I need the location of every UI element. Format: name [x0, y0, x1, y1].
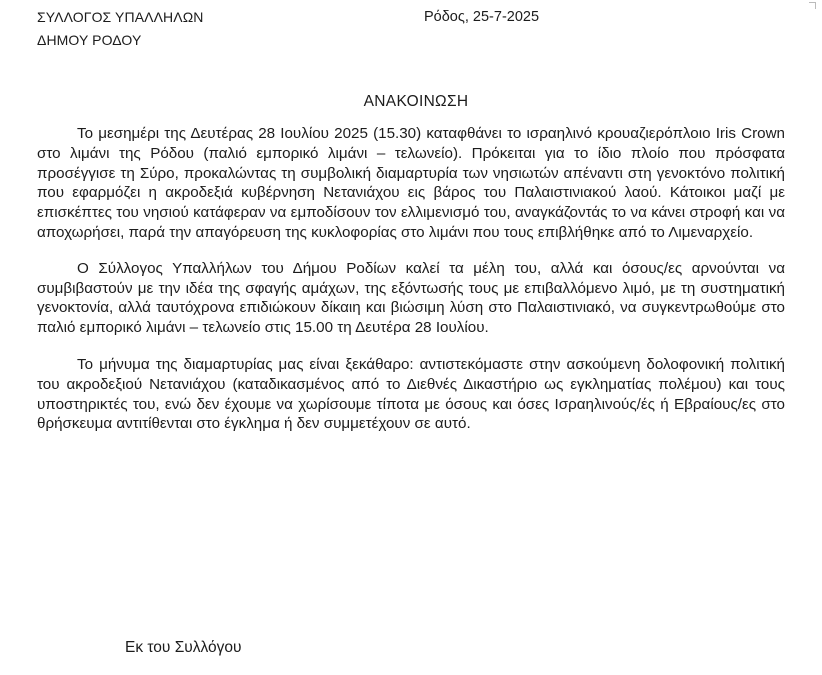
page-corner-mark: [809, 2, 816, 9]
body-paragraph-3: Το μήνυμα της διαμαρτυρίας μας είναι ξεκάθαρο: αντιστεκόμαστε στην ασκούμενη δολοφονική πολιτική του ακροδεξιού Νετανιάχου (καταδικασμένος από το Διεθνές Δικαστήριο ως εγκληματίας πολέμου) και τους υποστηρικτές του, ενώ δεν έχουμε να χωρίσουμε τίποτα με όσους και όσες Ισραηλινούς/ές ή Εβραίους/ες στο θρήσκευμα αντιτίθενται στο έγκλημα ή δεν συμμετέχουν σε αυτό.: [37, 355, 785, 433]
announcement-body: [37, 124, 785, 450]
signature-line: Εκ του Συλλόγου: [125, 639, 242, 656]
body-paragraph-2: Ο Σύλλογος Υπαλλήλων του Δήμου Ροδίων καλεί τα μέλη του, αλλά και όσους/ες αρνούνται να συμβιβαστούν με την ιδέα της σφαγής αμάχων, της εξόντωσής τους με επιβαλλόμενο λιμό, με τη συστηματική γενοκτονία, αλλά ταυτόχρονα επιδιώκουν δίκαιη και βιώσιμη λύση στο Παλαιστινιακό, να συγκεντρωθούμε στο παλιό εμπορικό λιμάνι – τελωνείο στις 15.00 τη Δευτέρα 28 Ιουλίου.: [37, 259, 785, 337]
organization-name-line1: ΣΥΛΛΟΓΟΣ ΥΠΑΛΛΗΛΩΝ: [37, 9, 204, 25]
document-title-text: ΑΝΑΚΟΙΝΩΣΗ: [363, 93, 469, 110]
body-paragraph-1: Το μεσημέρι της Δευτέρας 28 Ιουλίου 2025 (15.30) καταφθάνει το ισραηλινό κρουαζιερόπλοιο Iris Crown στο λιμάνι της Ρόδου (παλιό εμπορικό λιμάνι – τελωνείο). Πρόκειται για το ίδιο πλοίο που πρόσφατα προσέγγισε τη Σύρο, προκαλώντας τη συμβολική διαμαρτυρία των νησιωτών απέναντι στη γενοκτόνο πολιτική που εφαρμόζει η ακροδεξιά κυβέρνηση Νετανιάχου εις βάρος του Παλαιστινιακού λαού. Κάτοικοι μαζί με επισκέπτες του νησιού κατάφεραν να εμποδίσουν τον ελλιμενισμό του, αναγκάζοντάς το να κάνει στροφή και να αποχωρήσει, παρά την απαγόρευση της κυκλοφορίας στο λιμάνι που τους επιβλήθηκε από το Λιμεναρχείο.: [37, 125, 785, 241]
document-title: [0, 92, 822, 112]
organization-name-line2: ΔΗΜΟΥ ΡΟΔΟΥ: [37, 32, 142, 48]
organization-header: [37, 6, 203, 52]
place-date: Ρόδος, 25-7-2025: [424, 9, 540, 25]
